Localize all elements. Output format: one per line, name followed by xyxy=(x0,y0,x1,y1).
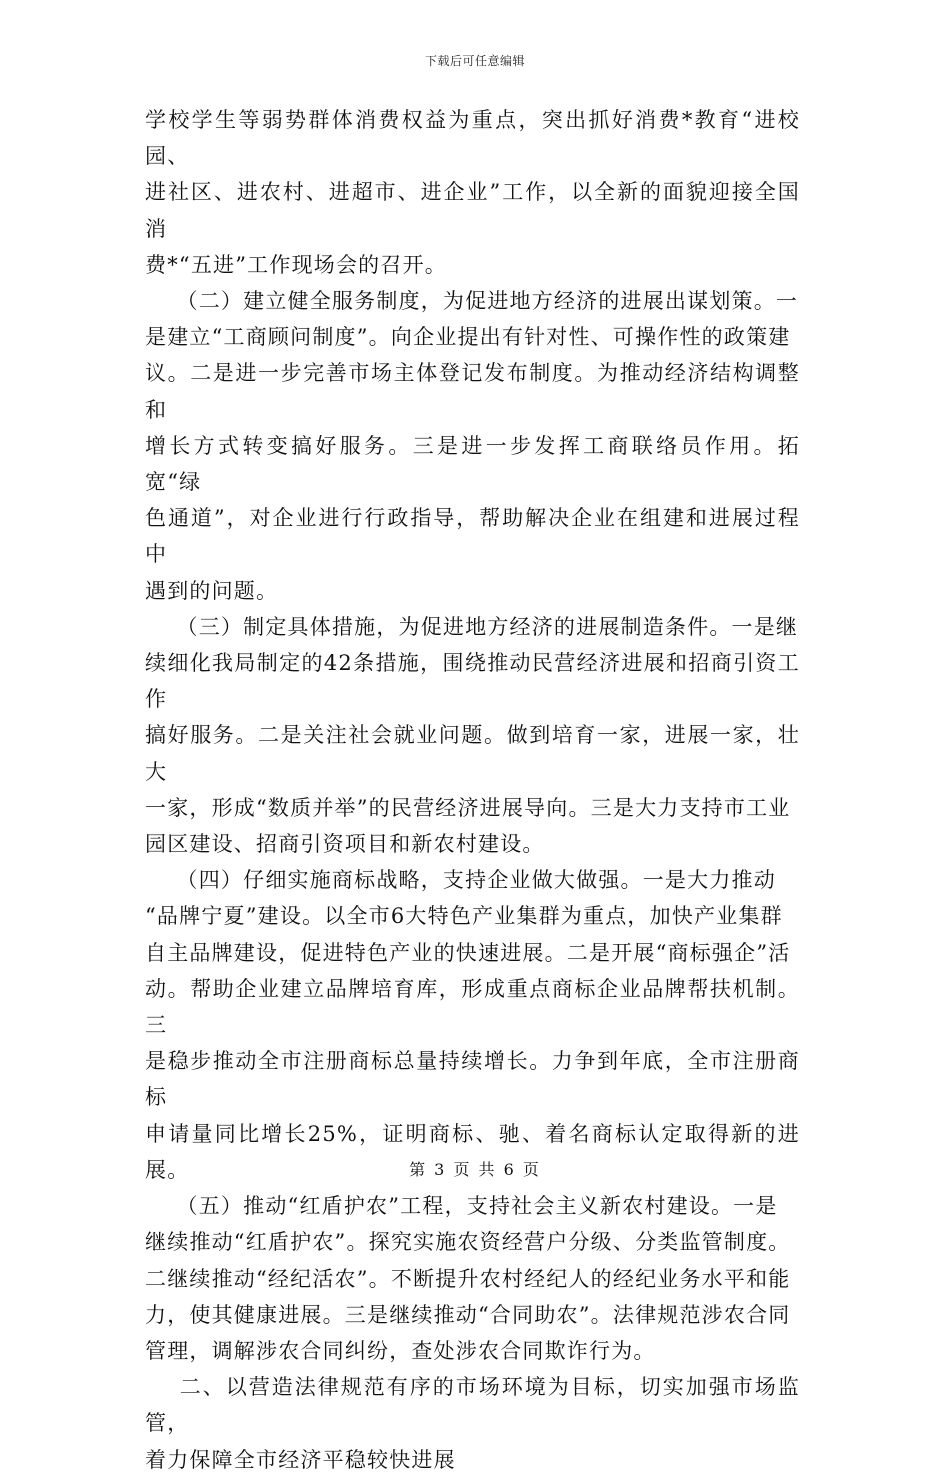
text-line: 园区建设、招商引资项目和新农村建设。 xyxy=(145,832,545,857)
text-line: 自主品牌建设，促进特色产业的快速进展。二是开展“商标强企”活 xyxy=(145,940,791,965)
text-line: 申请量同比增长25%，证明商标、驰、着名商标认定取得新的进展。 xyxy=(145,1121,800,1182)
page-number-footer: 第 3 页 共 6 页 xyxy=(409,1160,541,1179)
text-line: 搞好服务。二是关注社会就业问题。做到培育一家，进展一家，壮大 xyxy=(145,723,800,784)
text-line: 费*“五进”工作现场会的召开。 xyxy=(145,252,447,277)
text-line: （三）制定具体措施，为促进地方经济的进展制造条件。一是继 xyxy=(145,614,799,639)
text-line: 二、以营造法律规范有序的市场环境为目标，切实加强市场监管， xyxy=(145,1375,800,1436)
text-line: 色通道”，对企业进行行政指导，帮助解决企业在组建和进展过程中 xyxy=(145,506,800,567)
text-line: （四）仔细实施商标战略，支持企业做大做强。一是大力推动 xyxy=(145,868,776,893)
text-line: 进社区、进农村、进超市、进企业”工作，以全新的面貌迎接全国消 xyxy=(145,180,800,241)
document-body xyxy=(145,102,800,1478)
text-line: 议。二是进一步完善市场主体登记发布制度。为推动经济结构调整和 xyxy=(145,361,800,422)
text-line: “品牌宁夏”建设。以全市6大特色产业集群为重点，加快产业集群 xyxy=(145,904,783,929)
text-line: 是稳步推动全市注册商标总量持续增长。力争到年底，全市注册商标 xyxy=(145,1049,800,1110)
text-line: 继续推动“红盾护农”。探究实施农资经营户分级、分类监管制度。 xyxy=(145,1230,791,1255)
text-line: 增长方式转变搞好服务。三是进一步发挥工商联络员作用。拓宽“绿 xyxy=(145,433,800,495)
text-line: 动。帮助企业建立品牌培育库，形成重点商标企业品牌帮扶机制。三 xyxy=(145,976,800,1038)
text-line: 是建立“工商顾问制度”。向企业提出有针对性、可操作性的政策建 xyxy=(145,325,791,350)
text-line: 着力保障全市经济平稳较快进展 xyxy=(145,1447,456,1472)
text-line: 一家，形成“数质并举”的民营经济进展导向。三是大力支持市工业 xyxy=(145,795,791,820)
page-header: 下载后可任意编辑 xyxy=(424,54,525,68)
text-line: 二继续推动“经纪活农”。不断提升农村经纪人的经纪业务水平和能 xyxy=(145,1266,791,1291)
text-line: 续细化我局制定的42条措施，围绕推动民营经济进展和招商引资工作 xyxy=(145,651,800,712)
text-line: （五）推动“红盾护农”工程，支持社会主义新农村建设。一是 xyxy=(145,1194,778,1219)
text-line: 遇到的问题。 xyxy=(145,578,279,603)
text-line: 学校学生等弱势群体消费权益为重点，突出抓好消费*教育“进校园、 xyxy=(145,108,800,169)
text-line: 管理，调解涉农合同纠纷，查处涉农合同欺诈行为。 xyxy=(145,1338,656,1363)
text-line: （二）建立健全服务制度，为促进地方经济的进展出谋划策。一 xyxy=(145,289,799,314)
text-line: 力，使其健康进展。三是继续推动“合同助农”。法律规范涉农合同 xyxy=(145,1302,791,1327)
